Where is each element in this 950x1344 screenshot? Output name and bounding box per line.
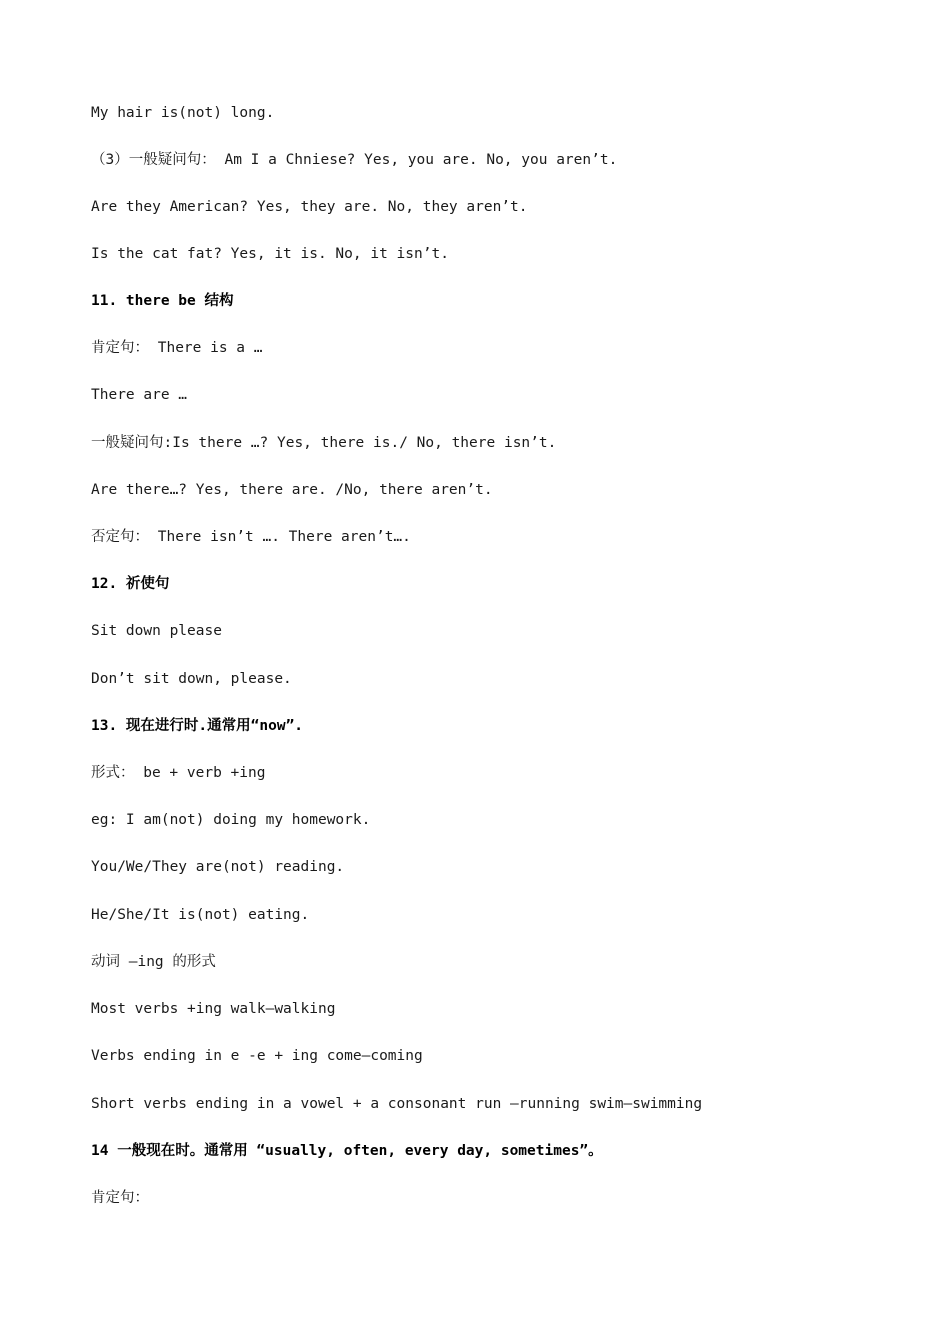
section-heading: 12. 祈使句 xyxy=(91,576,170,592)
text-line: Verbs ending in e -e + ing come—coming xyxy=(91,1048,423,1064)
text-line: There are … xyxy=(91,387,188,403)
text-line: Are they American? Yes, they are. No, they aren’t. xyxy=(91,199,528,215)
text-line: Is the cat fat? Yes, it is. No, it isn’t. xyxy=(91,246,449,262)
text-line: Don’t sit down, please. xyxy=(91,671,292,687)
text-line: 否定句： There isn’t …. There aren’t…. xyxy=(91,529,411,545)
text-line: 肯定句： There is a … xyxy=(91,340,263,356)
text-line: Most verbs +ing walk—walking xyxy=(91,1001,336,1017)
text-line: Sit down please xyxy=(91,623,222,639)
text-line: He/She/It is(not) eating. xyxy=(91,907,310,923)
section-heading: 13. 现在进行时.通常用“now”. xyxy=(91,718,304,734)
text-line: 一般疑问句:Is there …? Yes, there is./ No, there isn’t. xyxy=(91,435,557,451)
text-line: Are there…? Yes, there are. /No, there aren’t. xyxy=(91,482,493,498)
section-heading: 14 一般现在时。通常用 “usually, often, every day, sometimes”。 xyxy=(91,1143,603,1159)
text-line: You/We/They are(not) reading. xyxy=(91,859,345,875)
text-line: （3）一般疑问句： Am I a Chniese? Yes, you are. No, you aren’t. xyxy=(91,152,618,168)
text-line: 形式： be + verb +ing xyxy=(91,765,266,781)
text-line: My hair is(not) long. xyxy=(91,105,275,121)
text-line: 动词 —ing 的形式 xyxy=(91,954,216,970)
text-line: eg: I am(not) doing my homework. xyxy=(91,812,371,828)
text-line: Short verbs ending in a vowel + a consonant run –running swim—swimming xyxy=(91,1096,703,1112)
section-heading: 11. there be 结构 xyxy=(91,293,234,309)
text-line: 肯定句： xyxy=(91,1190,149,1206)
